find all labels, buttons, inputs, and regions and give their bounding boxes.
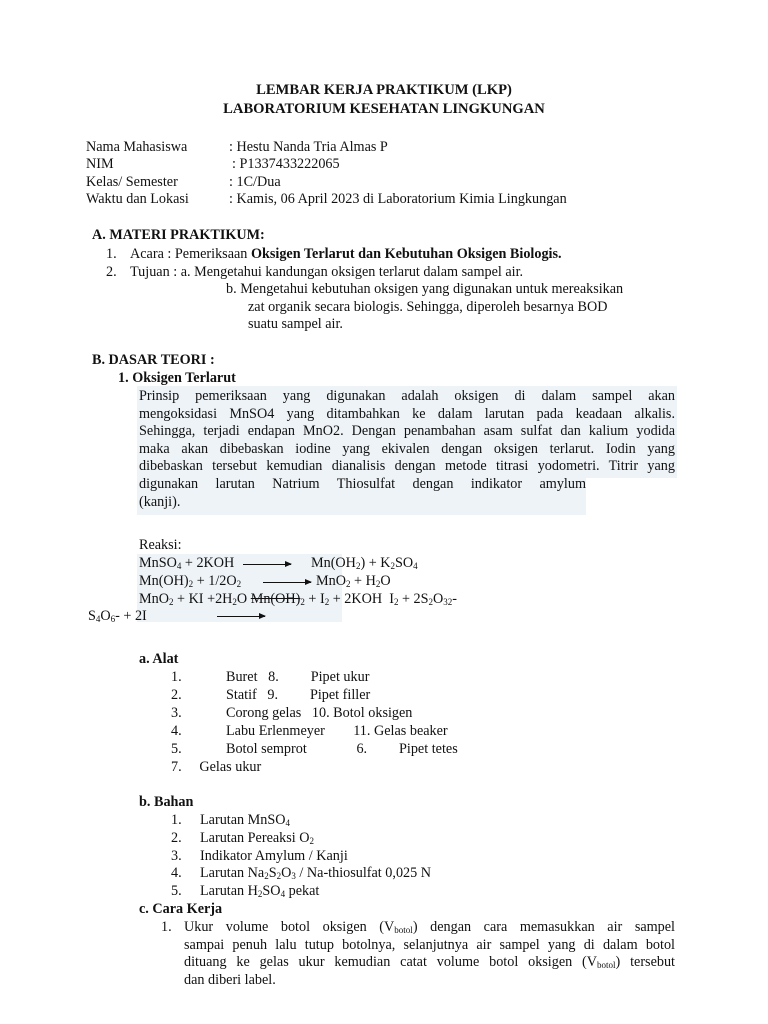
- identity-label-class: Kelas/ Semester: [86, 174, 178, 190]
- reaction-arrow-icon: [217, 616, 265, 617]
- reaction-1-right: $Mn(OH_2) + K_2SO_4$: [311, 555, 418, 571]
- list-item-number: 4.: [171, 865, 182, 881]
- identity-value-nim: : P1337433222065: [232, 156, 340, 172]
- list-item-number: 3.: [171, 848, 182, 864]
- list-item-number: 4.: [171, 723, 182, 739]
- list-item: 7. Gelas ukur: [171, 759, 262, 775]
- identity-value-time: : Kamis, 06 April 2023 di Laboratorium Kimia Lingkungan: [229, 191, 567, 207]
- list-item: Corong gelas 10. Botol oksigen: [226, 705, 413, 721]
- document-subtitle: LABORATORIUM KESEHATAN LINGKUNGAN: [223, 101, 545, 117]
- list-item: Buret 8. Pipet ukur: [226, 669, 370, 685]
- reaction-arrow-icon: [243, 564, 291, 565]
- list-item-number: 3.: [171, 705, 182, 721]
- reaction-3-continued: $S_4O_6- + 2I$: [88, 608, 147, 624]
- paragraph-line: Sehingga, terjadi endapan MnO2. Dengan penambahan asam sulfat dan kalium yodida: [139, 423, 675, 440]
- cara-line: sampai penuh lalu tutup botolnya, selanjutnya air sampel yang di dalam botol: [184, 936, 675, 953]
- identity-label-time: Waktu dan Lokasi: [86, 191, 189, 207]
- acara-label: Acara : Pemeriksaan: [130, 246, 251, 262]
- reaction-arrow-icon: [263, 582, 311, 583]
- list-item: Larutan $H_2SO_4$ pekat: [200, 883, 320, 899]
- section-a-heading: A. MATERI PRAKTIKUM:: [92, 227, 265, 243]
- cara-step-1: [184, 919, 675, 989]
- identity-label-name: Nama Mahasiswa: [86, 139, 188, 155]
- list-item-number: 5.: [171, 883, 182, 899]
- tujuan-b-line3: suatu sampel air.: [248, 316, 343, 332]
- paragraph-line: digunakan larutan Natrium Thiosulfat dengan indikator amylum: [139, 475, 586, 492]
- list-item: Indikator Amylum / Kanji: [200, 848, 348, 864]
- tujuan-b-line1: b. Mengetahui kebutuhan oksigen yang digunakan untuk mereaksikan: [226, 281, 624, 297]
- document-title: LEMBAR KERJA PRAKTIKUM (LKP): [256, 82, 512, 98]
- acara-number: 1.: [106, 246, 117, 262]
- list-item: Larutan Pereaksi $O_2$: [200, 830, 315, 846]
- reaction-1-left: MnSO$_4$ + 2KOH: [139, 555, 235, 571]
- cara-kerja-heading: c. Cara Kerja: [139, 901, 223, 917]
- list-item-number: 2.: [171, 687, 182, 703]
- tujuan-number: 2.: [106, 264, 117, 280]
- acara-title: Oksigen Terlarut dan Kebutuhan Oksigen Biologis.: [250, 246, 562, 262]
- list-item: Statif 9. Pipet filler: [226, 687, 371, 703]
- reaction-label: Reaksi:: [139, 537, 182, 553]
- oksigen-terlarut-paragraph: [139, 388, 675, 511]
- paragraph-line: mengoksidasi MnSO4 yang ditambahkan ke dalam larutan pada keadaan alkalis.: [139, 405, 675, 422]
- reaction-2-right: $MnO_2 + H_2O$: [316, 573, 391, 589]
- list-item-number: 1.: [171, 812, 182, 828]
- list-item: Larutan $Na_2S_2O_3$ / Na-thiosulfat 0,025 N: [200, 865, 432, 881]
- bahan-heading: b. Bahan: [139, 794, 194, 810]
- cara-line: dan diberi label.: [184, 971, 276, 988]
- reaction-2-left: $Mn(OH)_2 + 1/2O_2$: [139, 573, 242, 589]
- identity-value-name: : Hestu Nanda Tria Almas P: [229, 139, 388, 155]
- list-item-number: 5.: [171, 741, 182, 757]
- list-item: Larutan MnSO$_4$: [200, 812, 291, 828]
- tujuan-b-line2: zat organik secara biologis. Sehingga, diperoleh besarnya BOD: [248, 299, 608, 315]
- tujuan-a: Tujuan : a. Mengetahui kandungan oksigen terlarut dalam sampel air.: [130, 264, 524, 280]
- oksigen-terlarut-heading: 1. Oksigen Terlarut: [118, 370, 236, 386]
- identity-label-nim: NIM: [86, 156, 114, 172]
- paragraph-line: Prinsip pemeriksaan yang digunakan adalah oksigen di dalam sampel akan: [139, 388, 675, 404]
- paragraph-line: maka akan dibebaskan iodine yang ekivalen dengan oksigen terlarut. Iodin yang: [139, 440, 675, 457]
- cara-step-number: 1.: [161, 919, 172, 935]
- cara-line: Ukur volume botol oksigen $(V_{botol})$ dengan cara memasukkan air sampel: [184, 919, 676, 935]
- paragraph-line: dibebaskan tersebut kemudian dianalisis dengan metode titrasi yodometri. Titrir yang: [139, 458, 675, 475]
- paragraph-line: (kanji).: [139, 493, 181, 510]
- list-item-number: 2.: [171, 830, 182, 846]
- alat-heading: a. Alat: [139, 651, 179, 667]
- list-item: Botol semprot 6. Pipet tetes: [226, 741, 458, 757]
- reaction-3: MnO$_2$ + KI $+2H_2O$ $Mn(OH)_2 + I_2 + 2KOH$ $I_2 + 2S_2O_{32}-$: [139, 591, 458, 607]
- section-b-heading: B. DASAR TEORI :: [92, 352, 215, 368]
- identity-value-class: : 1C/Dua: [229, 174, 281, 190]
- list-item: Labu Erlenmeyer 11. Gelas beaker: [226, 723, 448, 739]
- acara-line: [130, 246, 562, 264]
- cara-line: dituang ke gelas ukur kemudian catat volume botol oksigen $(V_{botol})$ tersebut: [184, 954, 676, 971]
- list-item-number: 1.: [171, 669, 182, 685]
